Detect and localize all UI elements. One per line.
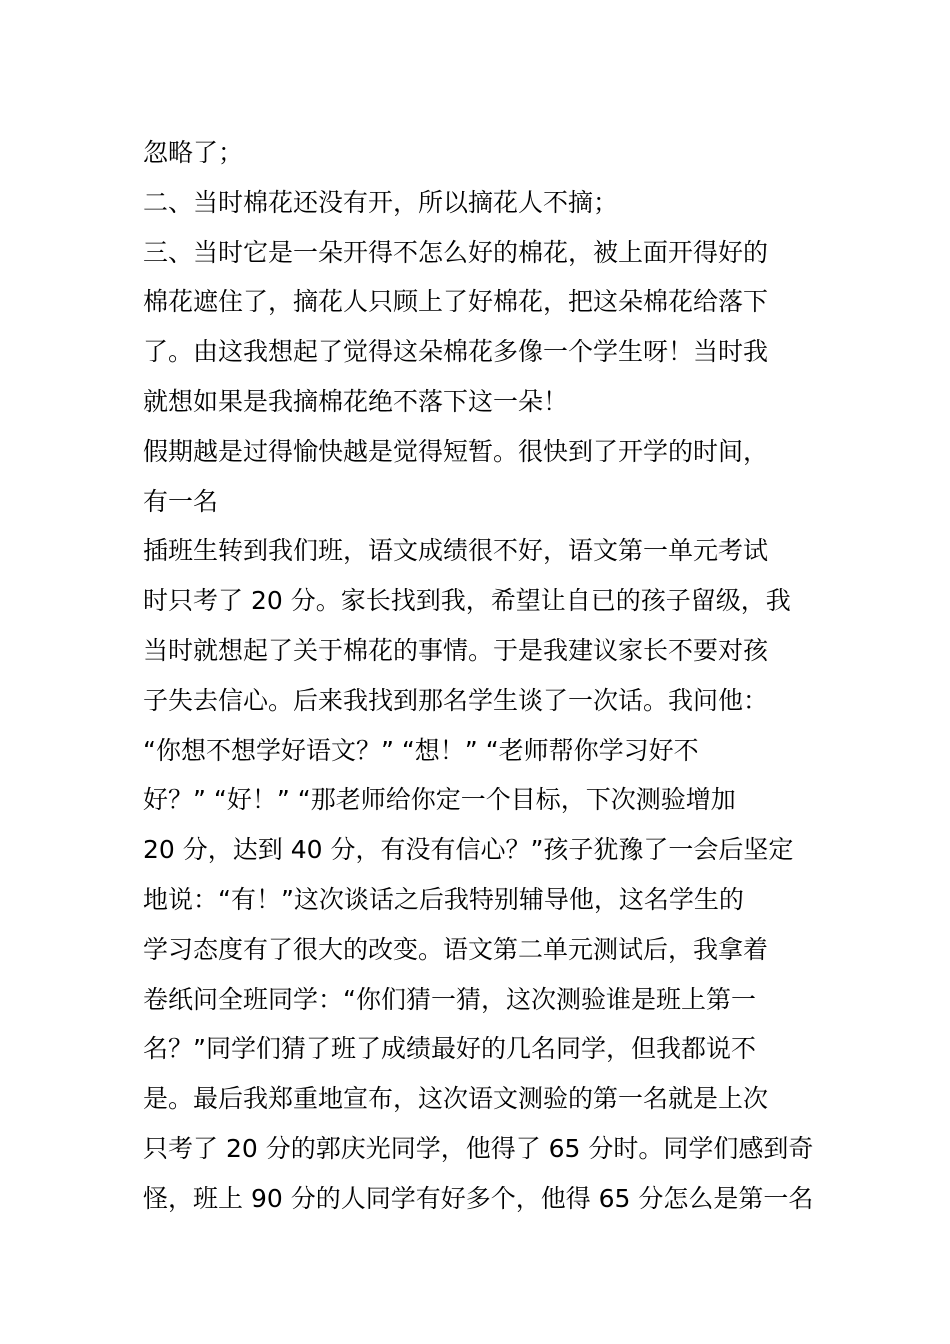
text-line: 有一名 <box>143 486 219 516</box>
text-line: “你想不想学好语文？” “想！” “老师帮你学习好不 <box>143 735 699 765</box>
text-line: 插班生转到我们班，语文成绩很不好，语文第一单元考试 <box>143 536 769 566</box>
body-text <box>143 128 813 1224</box>
text-line: 忽略了； <box>143 138 244 167</box>
text-line: 当时就想起了关于棉花的事情。于是我建议家长不要对孩 <box>143 635 769 665</box>
text-line: 怪，班上 90 分的人同学有好多个，他得 65 分怎么是第一名 <box>143 1183 814 1213</box>
text-line: 就想如果是我摘棉花绝不落下这一朵！ <box>143 386 569 416</box>
text-line: 假期越是过得愉快越是觉得短暂。很快到了开学的时间， <box>143 436 769 466</box>
text-line: 学习态度有了很大的改变。语文第二单元测试后，我拿着 <box>143 934 769 964</box>
text-line: 棉花遮住了，摘花人只顾上了好棉花，把这朵棉花给落下 <box>143 287 769 317</box>
text-line: 只考了 20 分的郭庆光同学，他得了 65 分时。同学们感到奇 <box>143 1133 814 1163</box>
text-line: 二、当时棉花还没有开，所以摘花人不摘； <box>143 187 619 217</box>
text-line: 卷纸问全班同学：“你们猜一猜，这次测验谁是班上第一 <box>143 984 756 1014</box>
text-line: 子失去信心。后来我找到那名学生谈了一次话。我问他： <box>143 685 769 715</box>
text-line: 地说：“有！”这次谈话之后我特别辅导他，这名学生的 <box>143 884 744 914</box>
text-line: 三、当时它是一朵开得不怎么好的棉花，被上面开得好的 <box>143 237 769 267</box>
text-line: 了。由这我想起了觉得这朵棉花多像一个学生呀！当时我 <box>143 337 769 367</box>
text-line: 名？”同学们猜了班了成绩最好的几名同学，但我都说不 <box>143 1034 756 1064</box>
text-line: 20 分，达到 40 分，有没有信心？”孩子犹豫了一会后坚定 <box>143 835 794 865</box>
text-line: 是。最后我郑重地宣布，这次语文测验的第一名就是上次 <box>143 1084 769 1114</box>
text-line: 好？” “好！” “那老师给你定一个目标，下次测验增加 <box>143 785 736 815</box>
text-line: 时只考了 20 分。家长找到我，希望让自已的孩子留级，我 <box>143 586 791 616</box>
